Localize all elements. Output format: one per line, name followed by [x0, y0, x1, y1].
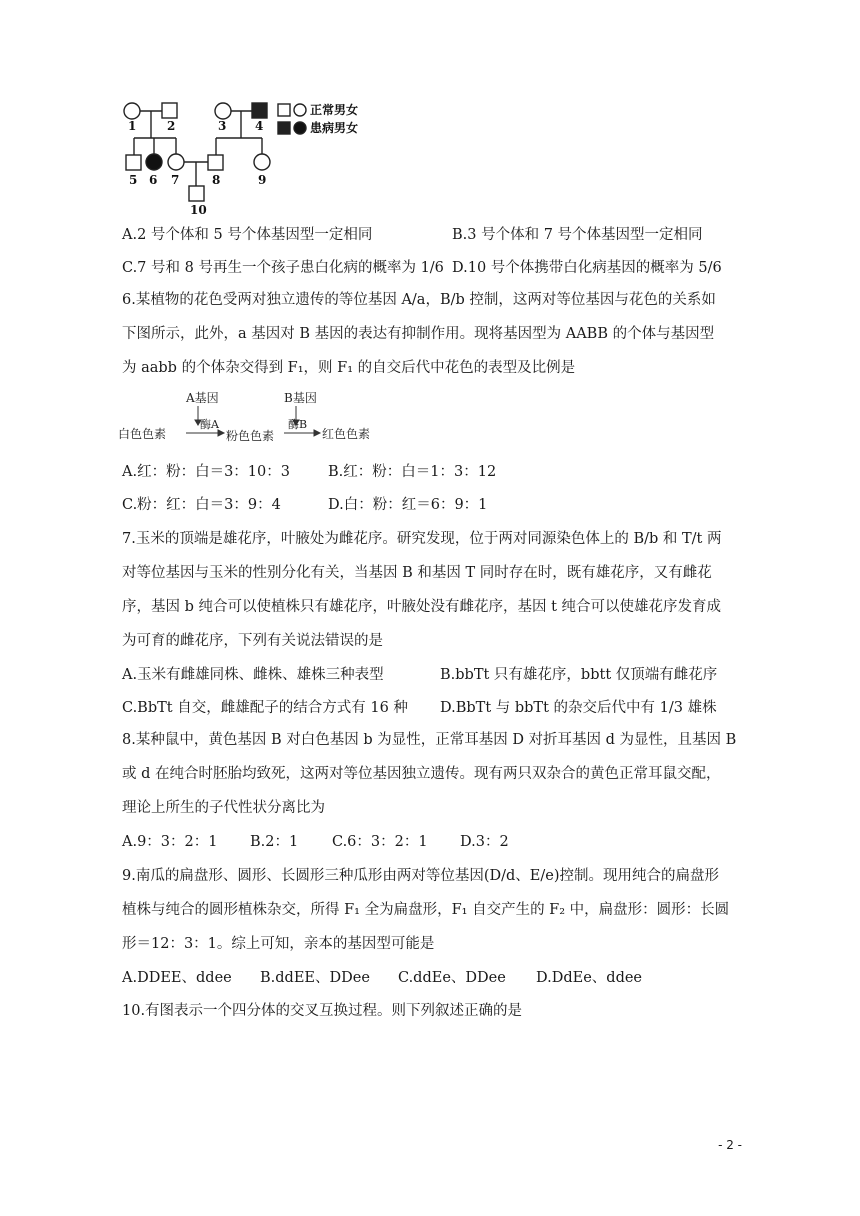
q6-options-row2 — [122, 495, 742, 515]
q8-stem-line1: 8.某种鼠中，黄色基因 B 对白色基因 b 为显性，正常耳基因 D 对折耳基因 d 为显性，且基因 B — [122, 732, 737, 748]
option-b: B.ddEE、DDee — [260, 970, 370, 986]
q6-options-row1 — [122, 462, 742, 482]
option-c: C.粉：红：白＝3：9：4 — [122, 497, 281, 513]
svg-text:1: 1 — [128, 119, 137, 133]
option-c: C.BbTt 自交，雌雄配子的结合方式有 16 种 — [122, 700, 408, 716]
q9-stem-line2: 植株与纯合的圆形植株杂交，所得 F₁ 全为扁盘形，F₁ 自交产生的 F₂ 中，扁盘形：圆形：长圆 — [122, 902, 730, 918]
white-pigment-label: 白色色素 — [118, 427, 167, 441]
option-a: A.9：3：2：1 — [122, 834, 218, 850]
q7-stem-line4: 为可育的雌花序，下列有关说法错误的是 — [122, 633, 383, 649]
option-d: D.BbTt 与 bbTt 的杂交后代中有 1/3 雄株 — [440, 700, 717, 716]
enzyme-a-label: 酶A — [200, 418, 219, 431]
q10-stem: 10.有图表示一个四分体的交叉互换过程。则下列叙述正确的是 — [122, 1003, 523, 1019]
option-b: B.红：粉：白＝1：3：12 — [328, 464, 497, 480]
svg-text:2: 2 — [167, 119, 176, 133]
q6-stem-line2: 下图所示，此外，a 基因对 B 基因的表达有抑制作用。现将基因型为 AABB 的个体与基因型 — [122, 326, 715, 342]
q7-options-row2 — [122, 698, 742, 718]
option-c: C.7 号和 8 号再生一个孩子患白化病的概率为 1/6 — [122, 260, 444, 276]
svg-text:4: 4 — [255, 119, 264, 133]
option-a: A.红：粉：白＝3：10：3 — [122, 464, 290, 480]
svg-text:6: 6 — [149, 173, 158, 187]
q7-stem-line1: 7.玉米的顶端是雄花序，叶腋处为雌花序。研究发现，位于两对同源染色体上的 B/b 和 T/t 两 — [122, 531, 722, 547]
svg-text:9: 9 — [258, 173, 267, 187]
pigment-pathway-diagram — [116, 388, 426, 448]
page-number: - 2 - — [718, 1138, 742, 1152]
pink-pigment-label: 粉色色素 — [226, 429, 275, 443]
option-b: B.bbTt 只有雄花序，bbtt 仅顶端有雌花序 — [440, 667, 718, 683]
q9-stem-line1: 9.南瓜的扁盘形、圆形、长圆形三种瓜形由两对等位基因(D/d、E/e)控制。现用纯合的扁盘形 — [122, 868, 719, 884]
q5-options-row2 — [122, 258, 742, 278]
q9-stem-line3: 形＝12：3：1。综上可知，亲本的基因型可能是 — [122, 936, 435, 952]
option-d: D.10 号个体携带白化病基因的概率为 5/6 — [452, 260, 722, 276]
legend-affected: 患病男女 — [310, 121, 359, 135]
option-b: B.3 号个体和 7 号个体基因型一定相同 — [452, 227, 703, 243]
legend-normal: 正常男女 — [310, 103, 359, 117]
gene-a-label: A基因 — [186, 391, 219, 405]
svg-text:5: 5 — [129, 173, 138, 187]
q8-stem-line2: 或 d 在纯合时胚胎均致死，这两对等位基因独立遗传。现有两只双杂合的黄色正常耳鼠交配， — [122, 766, 721, 782]
q5-options-row1 — [122, 225, 742, 245]
q6-stem-line1: 6.某植物的花色受两对独立遗传的等位基因 A/a，B/b 控制，这两对等位基因与花色的关系如 — [122, 292, 716, 308]
option-d: D.3：2 — [460, 834, 509, 850]
gene-b-label: B基因 — [284, 391, 317, 405]
svg-text:3: 3 — [218, 119, 227, 133]
option-a: A.DDEE、ddee — [122, 970, 232, 986]
option-a: A.玉米有雌雄同株、雌株、雄株三种表型 — [122, 667, 384, 683]
option-d: D.DdEe、ddee — [536, 970, 643, 986]
option-c: C.ddEe、DDee — [398, 970, 506, 986]
q8-options — [122, 832, 742, 852]
q7-stem-line3: 序，基因 b 纯合可以使植株只有雄花序，叶腋处没有雌花序，基因 t 纯合可以使雄花序发育成 — [122, 599, 722, 615]
option-a: A.2 号个体和 5 号个体基因型一定相同 — [122, 227, 373, 243]
option-b: B.2：1 — [250, 834, 299, 850]
enzyme-b-label: 酶B — [288, 418, 308, 431]
q7-options-row1 — [122, 665, 742, 685]
option-d: D.白：粉：红＝6：9：1 — [328, 497, 488, 513]
q9-options — [122, 968, 742, 988]
red-pigment-label: 红色色素 — [322, 427, 371, 441]
svg-text:10: 10 — [190, 203, 207, 216]
svg-text:8: 8 — [212, 173, 221, 187]
svg-text:7: 7 — [171, 173, 180, 187]
pedigree-chart — [112, 98, 372, 216]
q8-stem-line3: 理论上所生的子代性状分离比为 — [122, 800, 325, 816]
option-c: C.6：3：2：1 — [332, 834, 428, 850]
q6-stem-line3: 为 aabb 的个体杂交得到 F₁，则 F₁ 的自交后代中花色的表型及比例是 — [122, 360, 576, 376]
q7-stem-line2: 对等位基因与玉米的性别分化有关，当基因 B 和基因 T 同时存在时，既有雄花序，又有雌花 — [122, 565, 712, 581]
